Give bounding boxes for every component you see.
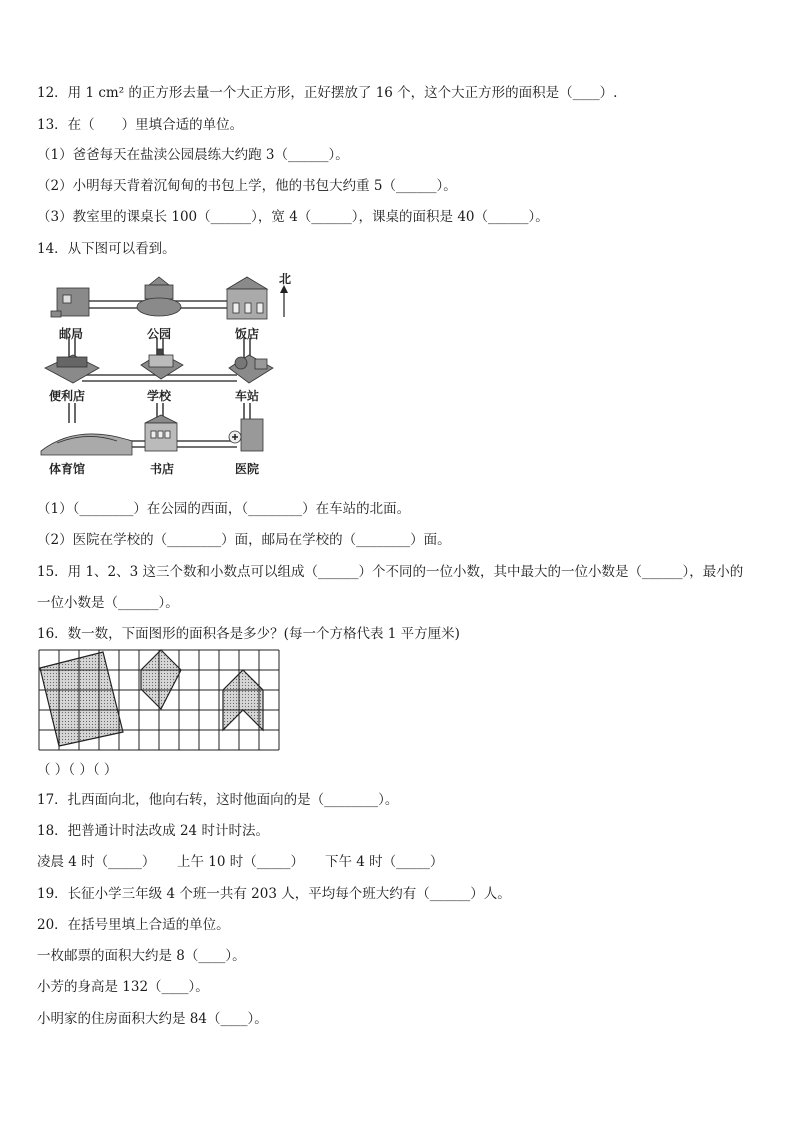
north-arrow-icon: [280, 285, 288, 317]
shape-arrow: [223, 670, 263, 730]
map-figure: [37, 273, 292, 483]
park-icon: [137, 277, 181, 316]
question-14-title: 14．从下图可以看到。: [37, 241, 176, 257]
question-14-item-2: （2）医院在学校的（________）面，邮局在学校的（________）面。: [37, 532, 451, 548]
label-convenience-store: 便利店: [49, 389, 86, 403]
question-20-item-1: 一枚邮票的面积大约是 8（____）。: [37, 948, 246, 964]
question-13-item-2: （2）小明每天背着沉甸甸的书包上学，他的书包大约重 5（______）。: [37, 178, 457, 194]
question-15-line-2: 一位小数是（______）。: [37, 595, 179, 611]
question-18-item-2: 上午 10 时（_____）: [177, 854, 305, 870]
question-18-item-1: 凌晨 4 时（_____）: [37, 854, 156, 870]
label-park: 公园: [147, 327, 172, 341]
gymnasium-icon: [41, 434, 132, 455]
question-18-title: 18．把普通计时法改成 24 时计时法。: [37, 823, 269, 839]
label-school: 学校: [147, 389, 172, 403]
question-13-item-1: （1）爸爸每天在盐渎公园晨练大约跑 3（______）。: [37, 147, 349, 163]
question-17: 17．扎西面向北，他向右转，这时他面向的是（________）。: [37, 792, 399, 808]
label-station: 车站: [235, 389, 260, 403]
question-13-title: 13．在（ ）里填合适的单位。: [37, 117, 244, 133]
question-12: 12．用 1 cm² 的正方形去量一个大正方形，正好摆放了 16 个，这个大正方形的面积是（____）.: [37, 85, 618, 101]
shape-tilted-square: [40, 652, 123, 746]
restaurant-icon: [227, 277, 267, 319]
question-19: 19．长征小学三年级 4 个班一共有 203 人，平均每个班大约有（______）人。: [37, 886, 511, 902]
label-hospital: 医院: [235, 462, 260, 476]
question-18-item-3: 下午 4 时（_____）: [325, 854, 444, 870]
question-20-item-2: 小芳的身高是 132（____）。: [37, 979, 209, 995]
label-gymnasium: 体育馆: [49, 462, 86, 476]
question-20-title: 20．在括号里填上合适的单位。: [37, 917, 230, 933]
north-label: 北: [279, 273, 292, 286]
label-restaurant: 饭店: [235, 327, 260, 341]
question-14-item-1: （1）（________）在公园的西面，（________）在车站的北面。: [37, 501, 411, 517]
convenience-store-icon: [45, 355, 99, 383]
area-grid-figure: [37, 648, 287, 752]
post-office-icon: [51, 288, 89, 317]
bookstore-icon: [145, 415, 177, 451]
question-16-answers: （ ）（ ）（ ）: [37, 762, 118, 778]
label-post-office: 邮局: [59, 327, 84, 341]
question-13-item-3: （3）教室里的课桌长 100（______），宽 4（______），课桌的面积是 40（______）。: [37, 209, 549, 225]
label-bookstore: 书店: [150, 462, 175, 476]
shape-pentagon: [141, 650, 181, 709]
question-15-line-1: 15．用 1、2、3 这三个数和小数点可以组成（______）个不同的一位小数，其中最大的一位小数是（______），最小的: [37, 564, 744, 580]
station-icon: [229, 355, 273, 383]
question-16-title: 16．数一数，下面图形的面积各是多少？(每一个方格代表 1 平方厘米): [37, 626, 460, 642]
question-20-item-3: 小明家的住房面积大约是 84（____）。: [37, 1011, 268, 1027]
